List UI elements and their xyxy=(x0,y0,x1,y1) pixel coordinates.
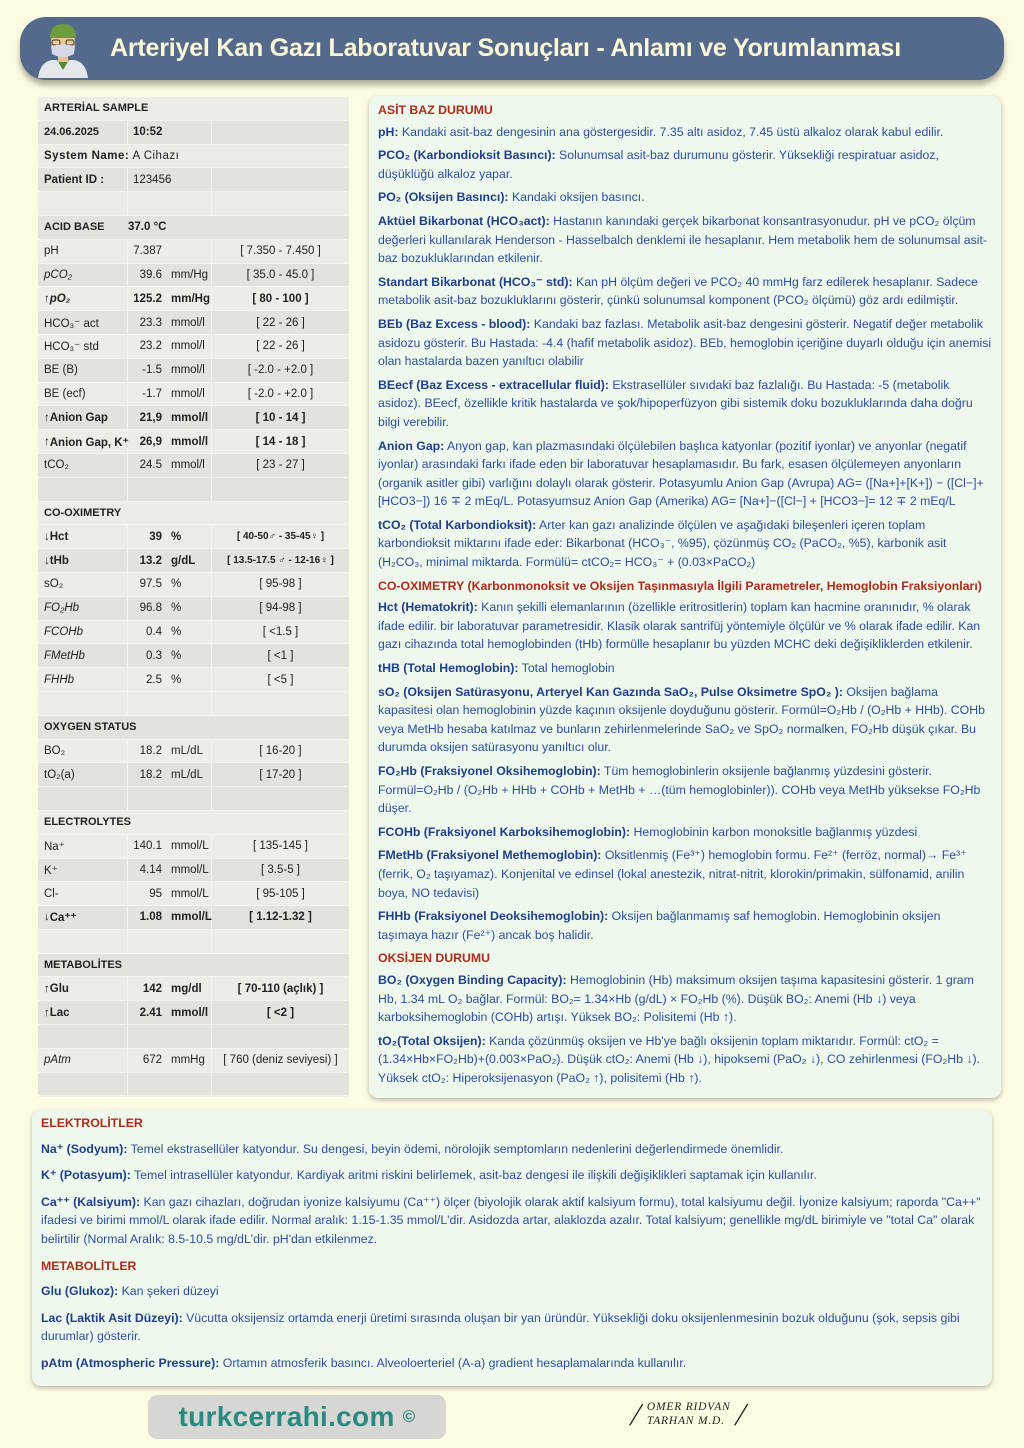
cooximetry-title: CO-OXIMETRY xyxy=(44,506,122,519)
system-name-row xyxy=(38,145,349,169)
parameter-unit: % xyxy=(166,525,212,548)
parameter-name xyxy=(38,264,128,287)
parameter-unit: mmol/l xyxy=(166,454,212,477)
patient-id-value: 123456 xyxy=(128,168,212,191)
copyright-icon: © xyxy=(402,1407,416,1426)
parameter-value: 13.2 xyxy=(139,554,162,567)
reference-range: [ 35.0 - 45.0 ] xyxy=(246,268,315,281)
arrow-up-icon: ↑ xyxy=(44,411,50,424)
acid-base-row xyxy=(38,430,349,454)
term-label: FMetHb (Fraksiyonel Methemoglobin): xyxy=(378,848,602,863)
term-description: Kanda çözünmüş oksijen ve Hb'ye bağlı oksijenin toplam miktarıdır. Formül: ctO₂ =(1.34×Hb×FO₂Hb)+(0.003×PaO₂). Düşük ctO₂: Anemi (Hb ↓), hipoksemi (PaO₂ ↓), CO zehirlenmesi (FO₂Hb ↓). Yüksek ctO₂: Hiperoksijenasyon (PaO₂ ↑), polisitemi (Hb ↑). xyxy=(378,1033,981,1085)
term-description: Kan gazı cihazları, doğrudan iyonize kalsiyumu (Ca⁺⁺) ölçer (biyolojik olarak aktif kalsiyum formu), total kalsiyumu değil. İyonize kalsiyum; raporda "Ca++" ifadesi ve birimi mmol/L olarak ifade edilir. Normal aralık: 1.15-1.35 mmol/L'dir. Asidozda artar, alaklozda azalır. Total kalsiyum; genellikle mg/dL birimiyle ve "total Ca" olarak belirtilir (Normal Aralık: 8.5-10.5 mg/dL'dir. pH'dan etkilenmez. xyxy=(41,1194,981,1246)
parameter-unit: mmol/l xyxy=(166,430,212,453)
parameter-unit: % xyxy=(166,621,212,644)
reference-range: [ 94-98 ] xyxy=(259,602,302,615)
signature-line-1: OMER RIDVAN xyxy=(646,1401,731,1413)
parameter-value: 125.2 xyxy=(133,292,162,305)
parameter-unit: g/dL xyxy=(166,549,212,572)
oxygen-definition xyxy=(378,1032,993,1088)
parameter-value: 96.8 xyxy=(139,602,162,615)
reference-range: [ 135-145 ] xyxy=(253,840,308,853)
term-label: pH: xyxy=(378,124,399,139)
acid-base-section-title: ASİT BAZ DURUMU xyxy=(378,103,493,117)
term-description: Ekstrasellüler sıvıdaki baz fazlalığı. Bu Hastada: -5 (metabolik asidoz). BEecf, özellikle kritik hastalarda ve şok/hipoperfüzyon gibi sistemik doku bozukluklarında daha doğru bilgi verebilir. xyxy=(378,377,973,429)
term-description: Ortamın atmosferik basıncı. Alveoloerteriel (A-a) gradient hesaplamalarında kullanılır. xyxy=(219,1355,687,1370)
parameter-value: -1.5 xyxy=(142,364,162,377)
site-name: turkcerrahi.com xyxy=(178,1401,395,1432)
acid-base-row xyxy=(38,311,349,335)
cooximetry-header-row xyxy=(38,502,349,526)
patm-ref: [ 760 (deniz seviyesi) ] xyxy=(223,1054,338,1067)
arrow-down-icon: ↓ xyxy=(44,911,50,924)
parameter-label: pH xyxy=(44,245,59,258)
parameter-name xyxy=(38,882,128,905)
parameter-label: Anion Gap, K⁺ xyxy=(49,436,129,449)
parameter-label: FHHb xyxy=(44,673,75,686)
metabolites-header-row xyxy=(38,954,349,978)
term-description: Kan pH ölçüm değeri ve PCO₂ 40 mmHg farz edilerek hesaplanır. Sadece metabolik asit-baz bozukluklarını gösterir, çünkü solunumsal komponent (PCO₂ ölçümü) göz ardı edilmiştir. xyxy=(378,274,978,308)
parameter-name xyxy=(38,359,128,382)
parameter-unit: mmol/l xyxy=(166,335,212,358)
interpretation-panel xyxy=(369,96,1001,1098)
term-description: Oksijen bağlama kapasitesi olan hemoglobinin yüzde kaçının oksijenle doyduğunu gösterir. Formül=O₂Hb / (O₂Hb + HHb). COHb veya MetHb hesaba katılmaz ve bunların zehirlenmelerinde SaO₂ ve SpO₂ normalken, FO₂Hb düşük çıkar. Bu durumda oksijen satürasyonu yanıltıcı olur. xyxy=(378,684,985,755)
parameter-label: Anion Gap xyxy=(49,411,108,424)
parameter-label: HCO₃⁻ act xyxy=(44,317,99,330)
term-description: Solunumsal asit-baz durumunu gösterir. Yüksekliği respiratuar asidoz, düşüklüğü alkaloz yapar. xyxy=(378,148,939,181)
term-description: Oksitlenmiş (Fe³⁺) hemoglobin formu. Fe²⁺ (ferröz, normal)→ Fe³⁺ (ferrik, O₂ taşıyamaz). Konjenital ve edinsel (lokal anestezik, nitrat-nitrit, klorokin/primakin, sülfonamid, anilin boya, NO tedavisi) xyxy=(378,848,967,900)
acid-base-row xyxy=(38,406,349,430)
parameter-unit: mmol/L xyxy=(166,859,212,882)
parameter-value: 142 xyxy=(142,982,162,995)
term-description: Temel intrasellüler katyondur. Kardiyak aritmi riskini belirlemek, asit-baz dengesi ile ilişkili değişiklikleri saptamak için kullanılır. xyxy=(130,1168,817,1183)
parameter-unit: % xyxy=(166,597,212,620)
electrolyte-definition xyxy=(41,1193,984,1249)
term-label: pAtm (Atmospheric Pressure): xyxy=(41,1355,220,1370)
electrolyte-definition xyxy=(41,1140,984,1159)
parameter-unit: mmol/L xyxy=(166,835,212,858)
reference-range: [ -2.0 - +2.0 ] xyxy=(247,387,314,400)
acid-base-definition xyxy=(378,212,993,268)
acid-base-definition xyxy=(378,315,993,371)
patm-value: 672 xyxy=(142,1054,162,1067)
term-label: FO₂Hb (Fraksiyonel Oksihemoglobin): xyxy=(378,764,601,778)
acid-base-row xyxy=(38,264,349,288)
electrolyte-row xyxy=(38,882,349,906)
parameter-unit: mL/dL xyxy=(166,740,212,763)
parameter-name xyxy=(38,740,128,763)
acid-base-row xyxy=(38,287,349,311)
parameter-value: 0.3 xyxy=(146,649,162,662)
parameter-label: Ca⁺⁺ xyxy=(49,912,77,925)
cooximetry-row xyxy=(38,668,349,692)
term-label: Standart Bikarbonat (HCO₃⁻ std): xyxy=(378,274,573,289)
oxygen-header-row xyxy=(38,716,349,740)
parameter-unit: mm/Hg xyxy=(166,264,212,287)
reference-range: [ 14 - 18 ] xyxy=(255,435,306,448)
parameter-name xyxy=(38,1001,128,1024)
parameter-name xyxy=(38,597,128,620)
spacer-row xyxy=(38,478,349,502)
parameter-name xyxy=(38,311,128,334)
parameter-name xyxy=(38,906,128,929)
term-label: FCOHb (Fraksiyonel Karboksihemoglobin): xyxy=(378,824,631,839)
parameter-unit: mmol/l xyxy=(166,383,212,406)
parameter-label: Cl- xyxy=(44,887,59,900)
metabolite-definition xyxy=(41,1309,984,1346)
term-description: Vücutta oksijensiz ortamda enerji üretimi sırasında oluşan bir yan üründür. Yüksekliği doku oksijenlenmesinin bozuk olduğunu (şok, sepsis gibi durumlar) gösterir. xyxy=(41,1310,960,1344)
parameter-unit: mg/dl xyxy=(166,977,212,1000)
term-label: FHHb (Fraksiyonel Deoksihemoglobin): xyxy=(378,909,609,924)
parameter-unit: mm/Hg xyxy=(166,287,212,310)
page-title: Arteriyel Kan Gazı Laboratuvar Sonuçları - Anlamı ve Yorumlanması xyxy=(110,34,901,62)
metabolite-definition xyxy=(41,1282,984,1301)
acid-base-definition xyxy=(378,123,993,142)
reference-range: [ 40-50♂ - 35-45♀ ] xyxy=(236,531,325,543)
term-label: Anion Gap: xyxy=(378,438,445,453)
spacer-row xyxy=(38,692,349,716)
parameter-value: -1.7 xyxy=(142,387,162,400)
parameter-unit xyxy=(166,240,212,263)
reference-range: [ -2.0 - +2.0 ] xyxy=(247,364,314,377)
parameter-label: tHb xyxy=(49,554,69,567)
term-description: Kandaki baz fazlası. Metabolik asit-baz dengesini gösterir. Negatif değer metabolik asidozu gösterir. Bu Hastada: -4.4 (hafif metabolik asidoz). BEb, hemoglobin içeriğine duyarlı olduğu için anemisi olan hastalarda bazen yanıltıcı olabilir xyxy=(378,316,992,369)
patm-name: pAtm xyxy=(38,1049,128,1072)
term-description: Tüm hemoglobinlerin oksijenle bağlanmış yüzdesini gösterir. Formül=O₂Hb / (O₂Hb + HHb + COHb + MetHb + …(tüm hemoglobinler)). COHb veya MetHb yüksekse FO₂Hb düşer. xyxy=(378,764,981,816)
spacer-row xyxy=(38,1073,349,1097)
cooximetry-definition xyxy=(378,762,993,818)
metabolite-definition xyxy=(41,1354,984,1373)
term-label: tCO₂ (Total Karbondioksit): xyxy=(378,517,537,532)
acid-base-row xyxy=(38,240,349,264)
oxygen-status-title: OXYGEN STATUS xyxy=(44,721,137,734)
acid-base-row xyxy=(38,335,349,359)
cooximetry-row xyxy=(38,525,349,549)
cooximetry-row xyxy=(38,644,349,668)
parameter-name xyxy=(38,573,128,596)
term-label: PCO₂ (Karbondioksit Basıncı): xyxy=(378,148,556,163)
term-description: Hastanın kanındaki gerçek bikarbonat konsantrasyonudur. pH ve pCO₂ ölçüm değerleri kullanılarak Henderson - Hasselbalch denklemi ile hesaplanır. Hem metabolik hem de solunumsal asit-baz bozukluklarından etkilenir. xyxy=(378,213,987,266)
reference-range: [ <2 ] xyxy=(266,1006,295,1019)
reference-range: [ 10 - 14 ] xyxy=(255,411,306,424)
parameter-label: BE (B) xyxy=(44,364,78,377)
acid-base-row xyxy=(38,383,349,407)
metabolites-section-title: METABOLİTLER xyxy=(41,1258,137,1273)
spacer-row xyxy=(38,192,349,216)
parameter-unit: % xyxy=(166,644,212,667)
term-description: Arter kan gazı analizinde ölçülen ve aşağıdaki bileşenleri içeren toplam karbondioksit miktarını ifade eder: Bikarbonat (HCO₃⁻, %95), çözünmüş CO₂ (PaCO₂, %5), karbonik asit (H₂CO₃, minimal miktarda. Formülü= ctCO₂= HCO₃⁻ + (0.03×PaCO₂) xyxy=(378,517,947,570)
term-label: Ca⁺⁺ (Kalsiyum): xyxy=(41,1194,141,1209)
parameter-name xyxy=(38,287,128,310)
acid-base-definition xyxy=(378,437,993,511)
parameter-value: 1.08 xyxy=(139,911,162,924)
parameter-value: 2.5 xyxy=(146,673,162,686)
sample-title-row xyxy=(38,97,349,121)
cooximetry-definition xyxy=(378,598,993,654)
acid-base-definition xyxy=(378,376,993,432)
patm-row xyxy=(38,1049,349,1073)
parameter-unit: mmol/L xyxy=(166,906,212,929)
cooximetry-row xyxy=(38,621,349,645)
reference-range: [ 16-20 ] xyxy=(259,744,302,757)
electrolytes-header-row xyxy=(38,811,349,835)
cooximetry-row xyxy=(38,549,349,573)
parameter-label: HCO₃⁻ std xyxy=(44,341,99,354)
sample-title: ARTERİAL SAMPLE xyxy=(44,102,149,115)
parameter-name xyxy=(38,859,128,882)
acid-base-definition xyxy=(378,273,993,310)
parameter-unit: mmol/l xyxy=(166,311,212,334)
parameter-unit: mmol/L xyxy=(166,882,212,905)
term-description: Anyon gap, kan plazmasındaki ölçülebilen başlıca katyonlar (pozitif iyonlar) ve anyonlar (negatif iyonlar) arasındaki farkı ifade eden bir laboratuvar hesaplamasıdır. Bu fark, esasen ölçülemeyen anyonların (organik asitler gibi) varlığını dolaylı olarak gösterir. Potasyumlu Anion Gap (Avrupa) AG= ([Na+]+[K+]) − ([Cl−]+[HCO3−]) 16 ∓ 2 mEq/L. Potasyumsuz Anion Gap (Amerika) AG= [Na+]−([Cl−] + [HCO3−]= 12 ∓ 2 mEq/L xyxy=(378,438,984,509)
parameter-name xyxy=(38,406,128,429)
term-label: PO₂ (Oksijen Basıncı): xyxy=(378,190,509,205)
reference-range: [ 23 - 27 ] xyxy=(256,459,305,472)
parameter-name xyxy=(38,335,128,358)
term-description: Kanın şekilli elemanlarının (özellikle eritrositlerin) toplam kan hacmine oranınıdır, % olarak ifade edilir. bir laboratuvar parametresidir. Klasik olarak santrifüj yöntemiyle ölçülür ve % olarak ifade edilir. Kan gazı cihazında total hemoglobinden (tHb) formülle hesaplanır bu yüzden MCHC deki değişikliklerden etkilenir. xyxy=(378,600,981,652)
parameter-name xyxy=(38,763,128,786)
term-label: BEecf (Baz Excess - extracellular fluid): xyxy=(378,377,609,392)
acid-base-temp: 37.0 °C xyxy=(128,221,167,234)
parameter-name xyxy=(38,525,128,548)
term-description: Kandaki asit-baz dengesinin ana göstergesidir. 7.35 altı asidoz, 7.45 üstü alkaloz olarak kabul edilir. xyxy=(398,124,944,139)
lab-results-table xyxy=(38,97,349,1097)
term-label: tO₂(Total Oksijen): xyxy=(378,1033,486,1048)
parameter-label: tO₂(a) xyxy=(44,768,75,781)
reference-range: [ <1 ] xyxy=(267,649,294,662)
acid-base-definition xyxy=(378,516,993,572)
arrow-up-icon: ↑ xyxy=(44,292,50,305)
reference-range: [ 13.5-17.5 ♂ - 12-16♀ ] xyxy=(227,555,334,567)
reference-range: [ 3.5-5 ] xyxy=(261,863,300,876)
system-name-label: System Name: xyxy=(44,149,130,162)
reference-range: [ 95-105 ] xyxy=(256,887,305,900)
parameter-label: FCOHb xyxy=(44,625,83,638)
arrow-up-icon: ↑ xyxy=(44,435,50,448)
parameter-label: pCO₂ xyxy=(44,268,73,281)
term-label: Lac (Laktik Asit Düzeyi): xyxy=(41,1310,183,1325)
reference-range: [ 22 - 26 ] xyxy=(256,316,305,329)
parameter-value: 18.2 xyxy=(139,744,162,757)
parameter-value: 7.387 xyxy=(133,245,162,258)
parameter-value: 23.3 xyxy=(139,316,162,329)
parameter-label: sO₂ xyxy=(44,578,64,591)
parameter-name xyxy=(38,549,128,572)
arrow-down-icon: ↓ xyxy=(44,530,50,543)
parameter-unit: mmol/l xyxy=(166,359,212,382)
parameter-name xyxy=(38,668,128,691)
parameter-label: Na⁺ xyxy=(44,841,65,854)
term-label: Aktüel Bikarbonat (HCO₃act): xyxy=(378,213,550,228)
patient-id-row xyxy=(38,168,349,192)
metabolites-title: METABOLİTES xyxy=(44,959,123,972)
parameter-value: 2.41 xyxy=(139,1006,162,1019)
parameter-value: 21,9 xyxy=(139,411,162,424)
reference-range: [ <1.5 ] xyxy=(262,625,299,638)
patient-id-label: Patient ID : xyxy=(38,168,128,191)
acid-base-row xyxy=(38,359,349,383)
cooximetry-row xyxy=(38,597,349,621)
parameter-name xyxy=(38,835,128,858)
parameter-unit: % xyxy=(166,668,212,691)
signature-line-2: TARHAN M.D. xyxy=(646,1415,725,1427)
oxygen-row xyxy=(38,763,349,787)
electrolytes-section-title: ELEKTROLİTLER xyxy=(41,1116,143,1130)
acid-base-definition xyxy=(378,146,993,183)
acid-base-definition xyxy=(378,188,993,207)
cooximetry-definition xyxy=(378,846,993,902)
parameter-label: pO₂ xyxy=(49,292,71,305)
parameter-label: FMetHb xyxy=(44,649,85,662)
electrolyte-row xyxy=(38,835,349,859)
parameter-value: 95 xyxy=(149,887,162,900)
electrolyte-definition xyxy=(41,1166,984,1185)
term-label: BEb (Baz Excess - blood): xyxy=(378,316,531,331)
reference-range: [ 80 - 100 ] xyxy=(252,292,309,305)
parameter-label: BO₂ xyxy=(44,744,66,757)
date-row xyxy=(38,121,349,145)
cooximetry-section-title: CO-OXIMETRY (Karbonmonoksit ve Oksijen Taşınmasıyla İlgili Parametreler, Hemoglobin Fraksiyonları) xyxy=(378,578,982,593)
term-label: Na⁺ (Sodyum): xyxy=(41,1141,128,1156)
parameter-unit: mmol/l xyxy=(166,406,212,429)
parameter-label: tCO₂ xyxy=(44,459,69,472)
term-label: K⁺ (Potasyum): xyxy=(41,1168,131,1183)
site-logo[interactable] xyxy=(148,1395,446,1439)
parameter-unit: mmol/l xyxy=(166,1001,212,1024)
electrolyte-row xyxy=(38,859,349,883)
term-label: Hct (Hematokrit): xyxy=(378,600,478,615)
parameter-value: 0.4 xyxy=(146,625,162,638)
metabolite-row xyxy=(38,1001,349,1025)
arrow-up-icon: ↑ xyxy=(44,982,50,995)
electrolyte-metabolite-panel xyxy=(32,1110,992,1386)
parameter-value: 18.2 xyxy=(139,768,162,781)
parameter-label: Hct xyxy=(49,530,69,543)
acid-base-header-row xyxy=(38,216,349,240)
parameter-value: 26,9 xyxy=(139,435,162,448)
reference-range: [ 1.12-1.32 ] xyxy=(249,911,312,924)
parameter-unit: mL/dL xyxy=(166,763,212,786)
term-description: Oksijen bağlanmamış saf hemoglobin. Hemoglobinin oksijen taşımaya hazır (Fe²⁺) ancak boş halidir. xyxy=(378,909,941,942)
parameter-value: 140.1 xyxy=(133,840,162,853)
acid-base-title: ACID BASE xyxy=(44,221,105,234)
cooximetry-row xyxy=(38,573,349,597)
term-description: Kandaki oksijen basıncı. xyxy=(508,190,645,205)
parameter-name xyxy=(38,430,128,453)
parameter-label: Glu xyxy=(49,982,69,995)
parameter-name xyxy=(38,621,128,644)
parameter-name xyxy=(38,240,128,263)
parameter-name xyxy=(38,454,128,477)
parameter-label: K⁺ xyxy=(44,864,58,877)
spacer-row xyxy=(38,787,349,811)
sample-date: 24.06.2025 xyxy=(38,121,128,144)
term-label: BO₂ (Oxygen Binding Capacity): xyxy=(378,972,567,987)
sample-time: 10:52 xyxy=(128,121,212,144)
parameter-name xyxy=(38,977,128,1000)
cooximetry-definition xyxy=(378,683,993,757)
parameter-value: 39.6 xyxy=(139,268,162,281)
term-description: Hemoglobinin (Hb) maksimum oksijen taşıma kapasitesini gösterir. 1 gram Hb, 1.34 mL O₂ bağlar. Formül: BO₂= 1.34×Hb (g/dL) × FO₂Hb (%). Düşük BO₂: Anemi (Hb ↓) veya karboksihemoglobin (COHb) artışı. Yüksek BO₂: Polisitemi (Hb ↑). xyxy=(378,972,974,1025)
spacer-row xyxy=(38,1025,349,1049)
reference-range: [ 95-98 ] xyxy=(259,578,302,591)
term-description: Temel ekstrasellüler katyondur. Su dengesi, beyin ödemi, nörolojik semptomların nedenlerini değerlendirmede önemlidir. xyxy=(127,1141,784,1156)
parameter-value: 97.5 xyxy=(139,578,162,591)
parameter-value: 4.14 xyxy=(139,863,162,876)
patm-unit: mmHg xyxy=(166,1049,212,1072)
term-description: Total hemoglobin xyxy=(518,661,615,676)
term-label: tHB (Total Hemoglobin): xyxy=(378,661,519,676)
parameter-name xyxy=(38,383,128,406)
cooximetry-definition xyxy=(378,659,993,678)
electrolyte-row xyxy=(38,906,349,930)
parameter-name xyxy=(38,644,128,667)
doctor-with-mask-icon xyxy=(32,18,94,80)
oxygen-section-title: OKSİJEN DURUMU xyxy=(378,951,491,966)
cooximetry-definition xyxy=(378,823,993,842)
parameter-unit: % xyxy=(166,573,212,596)
author-signature: / OMER RIDVAN TARHAN M.D. / xyxy=(627,1396,751,1432)
oxygen-row xyxy=(38,740,349,764)
page-header xyxy=(20,17,1004,80)
cooximetry-definition xyxy=(378,907,993,944)
metabolite-row xyxy=(38,977,349,1001)
reference-range: [ 22 - 26 ] xyxy=(256,340,305,353)
reference-range: [ <5 ] xyxy=(267,673,294,686)
parameter-value: 39 xyxy=(149,530,162,543)
spacer-row xyxy=(38,930,349,954)
term-description: Hemoglobinin karbon monoksitle bağlanmış yüzdesi xyxy=(630,824,918,839)
acid-base-row xyxy=(38,454,349,478)
parameter-label: FO₂Hb xyxy=(44,602,80,615)
system-name-value: A Cihazı xyxy=(132,149,180,162)
parameter-value: 23.2 xyxy=(139,340,162,353)
reference-range: [ 17-20 ] xyxy=(259,768,302,781)
oxygen-definition xyxy=(378,971,993,1027)
arrow-down-icon: ↓ xyxy=(44,554,50,567)
reference-range: [ 7.350 - 7.450 ] xyxy=(240,245,321,258)
term-label: Glu (Glukoz): xyxy=(41,1284,119,1299)
parameter-value: 24.5 xyxy=(139,459,162,472)
reference-range: [ 70-110 (açlık) ] xyxy=(237,982,324,995)
parameter-label: BE (ecf) xyxy=(44,387,86,400)
term-label: sO₂ (Oksijen Satürasyonu, Arteryel Kan Gazında SaO₂, Pulse Oksimetre SpO₂ ): xyxy=(378,684,843,699)
parameter-label: Lac xyxy=(49,1006,70,1019)
term-description: Kan şekeri düzeyi xyxy=(118,1284,219,1299)
electrolytes-title: ELECTROLYTES xyxy=(44,816,131,829)
arrow-up-icon: ↑ xyxy=(44,1006,50,1019)
